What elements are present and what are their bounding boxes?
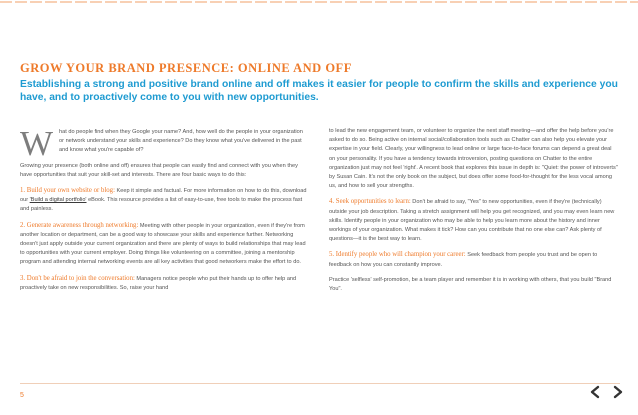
footer-divider <box>20 383 620 384</box>
tip-2-heading: 2. Generate awareness through networking: <box>20 221 139 229</box>
tip-5-text: Seek feedback from people you trust and be open to feedback on how you can constantly improve. <box>329 252 598 268</box>
tip-2-text: Meeting with other people in your organization, even if they're from another location or department, can be a good way to showcase your skills and experience further. Networking doesn't just apply outside your current organization and there are plenty of ways to build relationships that may lead to opportunities with your current employer. Doing things like volunteering on a committee, joining a mentorship program and attending internal networking events are all key activities that good networkers make the effort to do. <box>20 222 306 266</box>
tip-3-heading: 3. Don't be afraid to join the conversation: <box>20 274 135 282</box>
tip-4 <box>329 197 619 244</box>
tip-5 <box>329 250 619 269</box>
tip-4-text: Don't be afraid to say, "Yes" to new opportunities, even if they're (technically) outside your job description. Taking a stretch assignment will help you get recognized, and you may even learn new skills. Identify people in your organization who may be able to help you learn more about the history and inner workings of your organization. What makes it tick? How can you contribute that no one else can? Ask plenty of questions—it is the best way to learn. <box>329 199 615 243</box>
tip-1-text-b: eBook. This resource provides a list of easy-to-use, free tools to make the process fast and painless. <box>20 197 303 213</box>
paragraph-presence: Growing your presence (both online and off) ensures that people can easily find and connect with you when they have opportunities that suit your skill-set and interests. There are four basic ways to do this: <box>20 162 298 178</box>
intro-paragraph <box>20 124 308 163</box>
tip-4-heading: 4. Seek opportunities to learn: <box>329 198 411 206</box>
left-column <box>20 124 308 299</box>
tip-3 <box>20 274 308 293</box>
top-dashed-rule <box>0 0 638 6</box>
chevron-left-icon <box>587 385 603 399</box>
tip-3-text: Managers notice people who put their hands up to offer help and proactively take on new responsibilities. So, raise your hand <box>20 275 297 291</box>
chevron-right-icon <box>610 385 626 399</box>
tip-2 <box>20 221 308 268</box>
drop-cap: W <box>20 124 54 163</box>
tip-1-heading: 1. Build your own website or blog: <box>20 187 115 195</box>
page-title: GROW YOUR BRAND PRESENCE: ONLINE AND OFF <box>20 61 352 75</box>
closing-paragraph: Practice 'selfless' self-promotion, be a team player and remember it is in working with others, that you build "Brand You". <box>329 276 612 293</box>
page-subtitle: Establishing a strong and positive brand online and off makes it easier for people to confirm the skills and experience you have, and to proactively come to you with new opportunities. <box>20 79 618 103</box>
digital-portfolio-link[interactable]: 'Build a digital portfolio' <box>29 197 87 204</box>
tip-5-heading: 5. Identify people who will champion your career: <box>329 251 466 259</box>
tip-1-text-a: Keep it simple and factual. For more information on how to do this, download our <box>20 188 307 204</box>
right-column <box>329 127 619 300</box>
tip-1 <box>20 186 308 215</box>
intro-text: hat do people find when they Google your name? And, how well do the people in your organization or network understand your skills and experience? Do they know what you've delivered in the past and know what you're capable of? <box>59 129 303 154</box>
page-number: 5 <box>20 392 24 399</box>
paragraph-continued: to lead the new engagement team, or volunteer to organize the next staff meeting—and offer the help before you're asked to do so. Being active on internal social/collaboration tools such as Chatter can also help you elevate your expertise in your field. Clearly, your willingness to lead online or large face-to-face forums can depend a great deal on your personality. If you have a tendency towards introversion, posting questions on Chatter to the entire organization just may not feel 'right'. A recent book that explores this issue in depth is: "Quiet: the power of introverts" by Susan Cain. It's not the only book on the subject, but does offer some food-for-thought for the less vocal among us, and how to sell your strengths. <box>329 128 618 190</box>
next-page-button[interactable] <box>610 385 626 399</box>
previous-page-button[interactable] <box>587 385 603 399</box>
